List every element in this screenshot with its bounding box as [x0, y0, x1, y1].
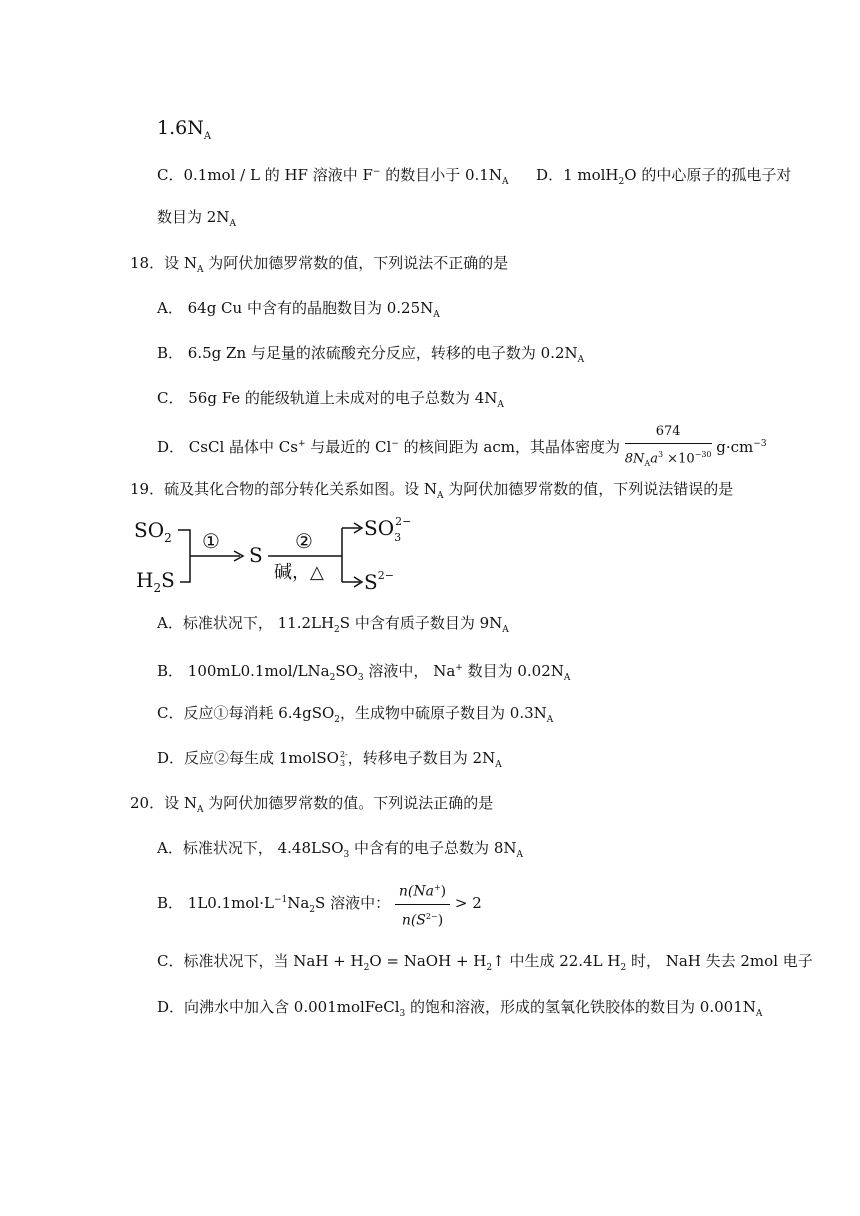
- step-1-label: ①: [202, 529, 220, 553]
- subscript: A: [433, 310, 440, 320]
- density-fraction: [625, 422, 712, 474]
- text: C．反应①每消耗 6.4gSO: [157, 704, 335, 722]
- subscript: 2: [620, 963, 627, 973]
- superscript: −: [391, 438, 399, 449]
- question-20-option-c: [157, 951, 813, 978]
- subscript: A: [436, 491, 444, 501]
- superscript: 2−: [425, 911, 438, 921]
- text: 20．设 N: [130, 794, 197, 812]
- text: > 2: [450, 894, 482, 913]
- text: C． 56g Fe 的能级轨道上未成对的电子总数为 4N: [157, 389, 498, 407]
- subscript: 3: [357, 673, 364, 683]
- subscript: A: [501, 177, 509, 187]
- text: S 溶液中：: [315, 894, 391, 913]
- subscript: A: [755, 1009, 763, 1019]
- text: 为阿伏加德罗常数的值。下列说法正确的是: [203, 794, 494, 812]
- fraction-denominator: [625, 444, 712, 474]
- superscript: 3: [657, 450, 664, 459]
- subscript: 2: [618, 177, 625, 187]
- question-18-option-b: [157, 343, 584, 370]
- text: 溶液中， Na: [363, 662, 456, 680]
- text: D．向沸水中加入含 0.001molFeCl: [157, 998, 400, 1016]
- text: D． CsCl 晶体中 Cs: [157, 437, 298, 456]
- text: A．标准状况下， 11.2LH: [157, 614, 335, 632]
- text: 19．硫及其化合物的部分转化关系如图。设 N: [130, 480, 437, 498]
- fraction-numerator: [395, 878, 450, 905]
- text: 18．设 N: [130, 254, 197, 272]
- question-19-option-a: [157, 613, 509, 640]
- subscript: A: [502, 625, 509, 635]
- text: 8N: [624, 451, 645, 467]
- question-18-option-d: [157, 422, 767, 474]
- text: 为阿伏加德罗常数的值，下列说法不正确的是: [203, 254, 509, 272]
- superscript: −30: [694, 450, 712, 459]
- subscript: A: [495, 760, 502, 770]
- fraction-denominator: [395, 905, 450, 931]
- text: A．标准状况下， 4.48LSO: [157, 839, 344, 857]
- text: ，生成物中硫原子数目为 0.3N: [340, 704, 547, 722]
- superscript: +: [433, 883, 441, 892]
- subscript: A: [196, 805, 204, 815]
- text: B． 1L0.1mol·L: [157, 894, 274, 913]
- subscript: A: [644, 458, 651, 468]
- text: n(S: [401, 912, 426, 929]
- subscript: 3: [339, 759, 346, 768]
- subscript: A: [563, 673, 571, 683]
- text: ×10: [663, 451, 695, 467]
- superscript: −3: [753, 438, 767, 449]
- superscript: +: [297, 438, 306, 449]
- sulfide-label: $S^{2-}$: [364, 569, 394, 594]
- question-19-option-c: [157, 703, 553, 730]
- text: 中含有的电子总数为 8N: [349, 839, 517, 857]
- text: 与最近的 Cl: [305, 437, 392, 456]
- superscript: −1: [273, 895, 288, 906]
- option-d-continued: [157, 207, 236, 234]
- question-19-stem: [130, 479, 733, 506]
- question-20-stem: [130, 793, 493, 820]
- question-19-option-d: [157, 748, 502, 775]
- question-18-option-a: [157, 298, 440, 325]
- text: SO: [335, 662, 358, 680]
- text: 为阿伏加德罗常数的值，下列说法错误的是: [443, 480, 734, 498]
- subscript: 3: [343, 850, 350, 860]
- subscript: 3: [399, 1009, 406, 1019]
- question-18-stem: [130, 253, 508, 280]
- subscript: 2: [486, 963, 493, 973]
- sulfur-label: S: [249, 543, 263, 567]
- question-19-option-b: [157, 658, 570, 688]
- sulfur-conversion-diagram: [132, 512, 422, 594]
- text: ): [440, 883, 447, 900]
- superscript: 2-: [339, 750, 348, 759]
- text: C．标准状况下，当 NaH + H: [157, 952, 364, 970]
- text: 的饱和溶液，形成的氢氧化铁胶体的数目为 0.001N: [405, 998, 756, 1016]
- fraction-numerator: 674: [625, 422, 712, 444]
- text: ，转移电子数目为 2N: [347, 749, 496, 767]
- question-20-option-d: [157, 997, 762, 1024]
- superscript: −: [372, 167, 381, 177]
- option-d-text-2: O 的中心原子的孤电子对: [624, 166, 792, 184]
- text: 数目为 0.02N: [462, 662, 564, 680]
- option-c-text-2: 的数目小于 0.1N: [380, 166, 502, 184]
- text: 的核间距为 acm，其晶体密度为: [398, 437, 625, 456]
- subscript: A: [203, 130, 212, 142]
- subscript: 2: [363, 963, 370, 973]
- subscript: A: [497, 400, 504, 410]
- option-c-text: C．0.1mol / L 的 HF 溶液中 F: [157, 166, 373, 184]
- sulfite-label: $SO_32-$: [364, 515, 412, 544]
- text: S 中含有质子数目为 9N: [339, 614, 503, 632]
- subscript: A: [229, 219, 236, 229]
- text: ): [437, 912, 444, 929]
- subscript: 2: [334, 715, 341, 725]
- subscript: 2: [334, 625, 340, 635]
- h2s-label: $H_2S$: [136, 568, 175, 594]
- text: 1.6N: [157, 117, 204, 139]
- so2-label: $SO_2$: [134, 518, 172, 545]
- text: A． 64g Cu 中含有的晶胞数目为 0.25N: [157, 299, 434, 317]
- text: Na: [287, 894, 310, 913]
- text: B． 100mL0.1mol/LNa: [157, 662, 330, 680]
- text: ↑ 中生成 22.4L H: [492, 952, 621, 970]
- subscript: 2: [309, 905, 316, 916]
- text: a: [650, 451, 658, 467]
- text: 数目为 2N: [157, 208, 230, 226]
- text: n(Na: [398, 883, 434, 900]
- text: D．反应②每生成 1molSO: [157, 749, 339, 767]
- subscript: A: [546, 715, 554, 725]
- ratio-fraction: [395, 878, 450, 930]
- question-18-option-c: [157, 388, 504, 415]
- option-c-d-row: [157, 162, 791, 192]
- subscript: 2: [329, 673, 336, 683]
- reactant-bracket: [178, 530, 190, 582]
- unit: g·cm: [711, 437, 754, 456]
- text: B． 6.5g Zn 与足量的浓硫酸充分反应，转移的电子数为 0.2N: [157, 344, 578, 362]
- question-20-option-a: [157, 838, 523, 865]
- subscript: A: [196, 265, 204, 275]
- subscript: A: [577, 355, 585, 365]
- option-d-text: D．1 molH: [536, 166, 619, 184]
- text: 时， NaH 失去 2mol 电子: [626, 952, 813, 970]
- superscript: +: [455, 663, 463, 673]
- subscript: A: [516, 850, 523, 860]
- question-20-option-b: [157, 878, 482, 930]
- text: O = NaOH + H: [369, 952, 487, 970]
- continued-answer: [157, 118, 211, 147]
- step-2-label: ②: [295, 529, 313, 553]
- condition-label: 碱，△: [274, 562, 324, 583]
